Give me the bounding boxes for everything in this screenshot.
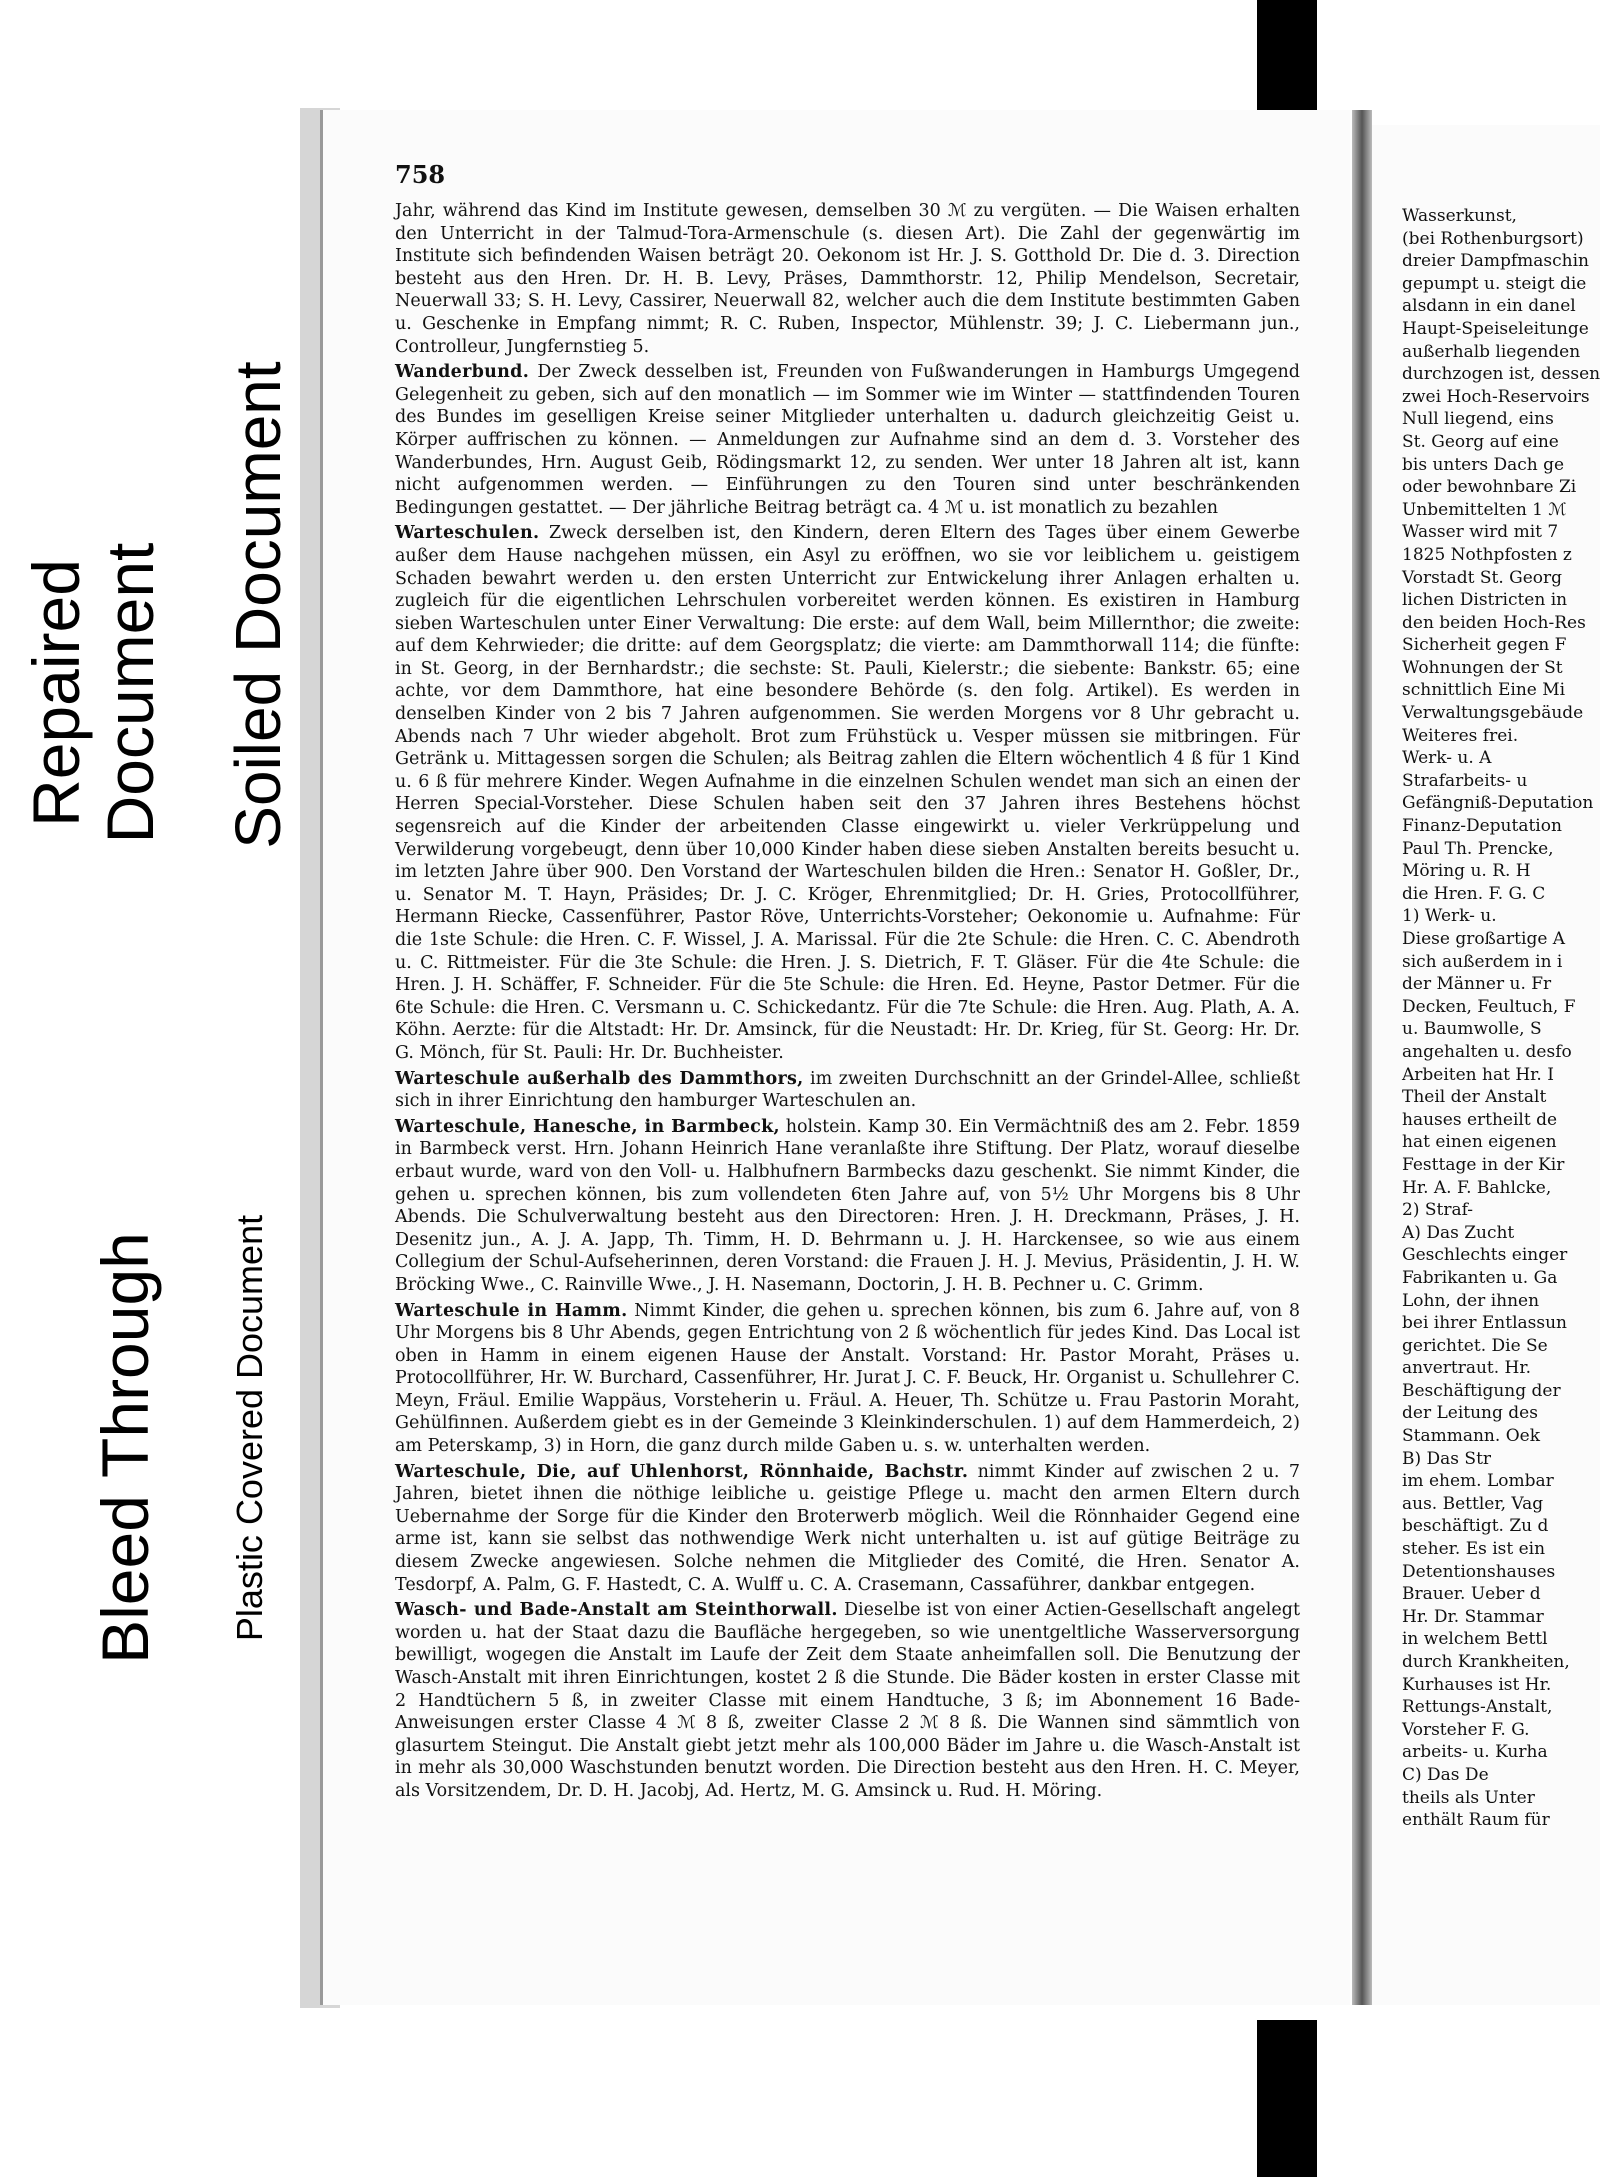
facing-page-line: die Hren. F. G. C — [1402, 883, 1546, 904]
plastic-covered-document-label: Plastic Covered Document — [205, 1115, 295, 1740]
facing-page-line: in welchem Bettl — [1402, 1629, 1548, 1650]
facing-page-line: Decken, Feultuch, F — [1402, 996, 1576, 1017]
page-number: 758 — [395, 160, 446, 189]
facing-page-line: C) Das De — [1402, 1764, 1489, 1785]
facing-page-line: durch Krankheiten, — [1402, 1652, 1570, 1672]
entry-body: Der Zweck desselben ist, Freunden von Fußwanderungen in Hamburgs Umgegend Gelegenheit zu geben, sich auf den monatlich — im Sommer wie im Winter — stattfindenden Touren des Bundes im geselligen Kreise seiner Mitglieder unterhalten u. dadurch gleichzeitig Geist u. Körper auffrischen zu können. — Anmeldungen zur Aufnahme sind an dem d. 3. Vorsteher des Wanderbundes, Hrn. August Geib, Rödingsmarkt 12, zu senden. Wer unter 18 Jahren alt ist, kann nicht aufgenommen werden. — Einführungen zu den Touren sind unter beschränkenden Bedingungen gestattet. — Der jährliche Beitrag beträgt ca. 4 ℳ u. ist monatlich zu bezahlen — [395, 362, 1300, 518]
entry-body: Zweck derselben ist, den Kindern, deren Eltern des Tages über einem Gewerbe außer dem Hause nachgehen müssen, ein Asyl zu eröffnen, wo sie vor leiblichem u. geistigem Schaden bewahrt werden u. den ersten Unterricht zur Entwickelung ihrer Anlagen erhalten u. zugleich für die eigentlichen Lehrschulen vorbereitet werden können. Es existiren in Hamburg sieben Warteschulen unter Einer Verwaltung: Die erste: auf dem Wall, beim Millernthor; die zweite: auf dem Kehrwieder; die dritte: auf dem Georgsplatz; die vierte: am Dammthorwall 114; die fünfte: in St. Georg, in der Bernhardstr.; die sechste: St. Pauli, Kielerstr.; die siebente: Bankstr. 65; eine achte, vor dem Dammthore, hat eine besondere Behörde (s. den folg. Artikel). Es werden in denselben Kinder von 2 bis 7 Jahren aufgenommen. Sie werden Morgens vor 8 Uhr gebracht u. Abends nach 7 Uhr wieder abgeholt. Brot zum Frühstück u. Vesper müssen sie mitbringen. Für Getränk u. Mittagessen sorgen die Schulen; als Beitrag zahlen die Eltern wöchentlich 4 ß für 1 Kind u. 6 ß für mehrere Kinder. Wegen Aufnahme in die einzelnen Schulen wendet man sich an einen der Herren Special-Vorsteher. Diese Schulen haben seit den 37 Jahren ihres Bestehens höchst segensreich auf die Kinder der arbeitenden Classe eingewirkt u. vieler Verkrüppelung und Verwilderung vorgebeugt, denn über 10,000 Kinder haben diese sieben Anstalten bereits besucht u. im letzten Jahre über 900. Den Vorstand der Warteschulen bilden die Hren.: Senator H. Goßler, Dr., u. Senator M. T. Hayn, Präsides; Dr. J. C. Kröger, Ehrenmitglied; Dr. H. Gries, Protocollführer, Hermann Riecke, Cassenführer, Pastor Röve, Unterrichts-Vorsteher; Oekonomie u. Aufnahme: Für die 1ste Schule: die Hren. C. F. Wissel, J. A. Marissal. Für die 2te Schule: die Hren. C. C. Abendroth u. C. Rittmeister. Für die 3te Schule: die Hren. J. S. Dietrich, F. T. Gläser. Für die 4te Schule: die Hren. J. H. Schäffer, F. Schneider. Für die 5te Schule: die Hren. Ed. Heyne, Pastor Detmer. Für die 6te Schule: die Hren. C. Versmann u. C. Schickedantz. Für die 7te Schule: die Hren. Aug. Plath, A. A. Köhn. Aerzte: für die Altstadt: Hr. Dr. Amsinck, für die Neustadt: Hr. Dr. Krieg, für St. Georg: Hr. Dr. G. Mönch, für St. Pauli: Hr. Dr. Buchheister. — [395, 523, 1300, 1063]
entry-heading: Warteschule in Hamm. — [395, 1300, 628, 1321]
facing-page-line: enthält Raum für — [1402, 1810, 1550, 1831]
entry-body: im zweiten Durchschnitt an der Grindel-Allee, schließt sich in ihrer Einrichtung den hamburger Warteschulen an. — [395, 1068, 1300, 1112]
entry-paragraph — [395, 1116, 1300, 1297]
facing-page-line: Brauer. Ueber d — [1402, 1584, 1541, 1605]
facing-page-line: im ehem. Lombar — [1402, 1471, 1554, 1492]
facing-page-line: alsdann in ein danel — [1402, 296, 1576, 317]
entry-paragraph — [395, 1599, 1300, 1802]
facing-page-line: angehalten u. desfo — [1402, 1041, 1572, 1062]
facing-page-line: beschäftigt. Zu d — [1402, 1516, 1549, 1537]
facing-page-line: A) Das Zucht — [1402, 1222, 1515, 1243]
facing-page-line: Stammann. Oek — [1402, 1426, 1540, 1447]
entry-body: Jahr, während das Kind im Institute gewesen, demselben 30 ℳ zu vergüten. — Die Waisen erhalten den Unterricht in der Talmud-Tora-Armenschule (s. diesen Art). Die Zahl der gegenwärtig im Institute sich befindenden Waisen beträgt 20. Oekonom ist Hr. J. S. Gotthold Dr. Die d. 3. Direction besteht aus den Hren. Dr. H. B. Levy, Präses, Dammthorstr. 12, Philip Mendelson, Secretair, Neuerwall 33; S. H. Levy, Cassirer, Neuerwall 82, welcher auch die dem Institute bestimmten Gaben u. Geschenke in Empfang nimmt; R. C. Ruben, Inspector, Mühlenstr. 39; J. C. Liebermann jun., Controlleur, Jungfernstieg 5. — [395, 201, 1300, 357]
entry-heading: Warteschule, Die, auf Uhlenhorst, Rönnhaide, Bachstr. — [395, 1461, 969, 1482]
facing-page-line: Verwaltungsgebäude — [1402, 703, 1584, 724]
facing-page-line: gerichtet. Die Se — [1402, 1335, 1548, 1356]
repaired-document-label — [10, 510, 175, 875]
entry-body: Nimmt Kinder, die gehen u. sprechen können, bis zum 6. Jahre auf, von 8 Uhr Morgens bis 8 Uhr Abends, gegen Entrichtung von 2 ß wöchentlich für jedes Kind. Das Local ist oben in Hamm in einem eigenen Hause der Anstalt. Vorstand: Hr. Pastor Moraht, Präses u. Protocollführer, Hr. W. Burchard, Cassenführer, Hr. Jurat J. C. F. Beuck, Hr. Organist u. Schullehrer C. Meyn, Fräul. Emilie Wappäus, Vorsteherin u. Fräul. A. Heuer, Th. Schütze u. Frau Pastorin Moraht, Gehülfinnen. Außerdem giebt es in der Gemeinde 3 Kleinkinderschulen. 1) auf dem Hammerdeich, 2) am Peterskamp, 3) in Horn, die ganz durch milde Gaben u. s. w. unterhalten werden. — [395, 1300, 1301, 1457]
facing-page-line: Fabrikanten u. Ga — [1402, 1267, 1558, 1288]
entry-heading: Wanderbund. — [395, 362, 530, 383]
facing-page-line: oder bewohnbare Zi — [1402, 477, 1577, 498]
facing-page-line: 1825 Nothpfosten z — [1402, 544, 1572, 565]
facing-page-line: Vorstadt St. Georg — [1402, 567, 1563, 588]
repaired-label-line1: Repaired — [18, 558, 93, 827]
facing-page-line: Haupt-Speiseleitunge — [1402, 318, 1589, 339]
facing-page-line: Rettungs-Anstalt, — [1402, 1697, 1553, 1718]
facing-page-line: hat einen eigenen — [1402, 1132, 1557, 1153]
facing-page-line: der Männer u. Fr — [1402, 974, 1552, 995]
facing-page-line: Arbeiten hat Hr. I — [1402, 1064, 1554, 1085]
facing-page-line: Möring u. R. H — [1402, 861, 1531, 882]
page-text — [395, 200, 1300, 1806]
facing-page-line: 2) Straf- — [1402, 1200, 1474, 1221]
facing-page-line: Hr. Dr. Stammar — [1402, 1606, 1544, 1627]
facing-page-line: den beiden Hoch-Res — [1402, 612, 1586, 633]
facing-page-line: Diese großartige A — [1402, 929, 1566, 949]
facing-page-line: Lohn, der ihnen — [1402, 1290, 1540, 1311]
facing-page-line: schnittlich Eine Mi — [1402, 680, 1566, 701]
facing-page-line: Strafarbeits- u — [1402, 770, 1528, 791]
entry-paragraph — [395, 1300, 1300, 1458]
facing-page-line: Kurhauses ist Hr. — [1402, 1674, 1552, 1695]
facing-page-line: durchzogen ist, dessen — [1402, 364, 1600, 385]
facing-page-line: der Leitung des — [1402, 1403, 1538, 1424]
facing-page-line: Weiteres frei. — [1402, 725, 1519, 746]
entry-paragraph — [395, 1068, 1300, 1113]
soiled-document-label: Soiled Document — [200, 312, 315, 897]
facing-page-line: Sicherheit gegen F — [1402, 635, 1567, 656]
facing-page-line: 1) Werk- u. — [1402, 906, 1497, 927]
facing-page-line: Paul Th. Prencke, — [1402, 838, 1554, 859]
facing-page-column — [1402, 205, 1600, 1832]
entry-paragraph — [395, 522, 1300, 1064]
facing-page-line: Geschlechts einger — [1402, 1245, 1568, 1266]
facing-page-line: Beschäftigung der — [1402, 1380, 1561, 1401]
facing-page-line: (bei Rothenburgsort) — [1402, 228, 1584, 249]
facing-page-line: bei ihrer Entlassun — [1402, 1313, 1567, 1334]
entry-body: Dieselbe ist von einer Actien-Gesellschaft angelegt worden u. hat der Staat dazu die Baufläche hergegeben, so wie unentgeltliche Wasserversorgung bewilligt, wogegen die Anstalt im Laufe der Zeit dem Staate anheimfallen soll. Die Benutzung der Wasch-Anstalt mit ihren Einrichtungen, kostet 2 ß die Stunde. Die Bäder kosten in erster Classe mit 2 Handtüchern 5 ß, in zweiter Classe mit einem Handtuche, 3 ß; im Abonnement 16 Bade-Anweisungen erster Classe 4 ℳ 8 ß, zweiter Classe 2 ℳ 8 ß. Die Wannen sind sämmtlich von glasurtem Steingut. Die Anstalt giebt jetzt mehr als 100,000 Bäder im Jahre u. die Wasch-Anstalt ist in mehr als 30,000 Waschstunden benutzt worden. Die Direction besteht aus den Hren. H. C. Meyer, als Vorsitzendem, Dr. D. H. Jacobj, Ad. Hertz, M. G. Amsinck u. Rud. H. Möring. — [395, 1600, 1300, 1801]
binding-strip-top — [1257, 0, 1317, 120]
book-page-right — [1372, 125, 1600, 2005]
facing-page-line: aus. Bettler, Vag — [1402, 1493, 1544, 1514]
entry-heading: Warteschule, Hanesche, in Barmbeck, — [395, 1116, 780, 1137]
entry-paragraph — [395, 1461, 1300, 1597]
facing-page-line: Detentionshauses — [1402, 1561, 1556, 1582]
entry-body: holstein. Kamp 30. Ein Vermächtniß des am 2. Febr. 1859 in Barmbeck verst. Hrn. Johann Heinrich Hane veranlaßte ihre Stiftung. Der Platz, worauf dieselbe erbaut wurde, ward von den Voll- u. Halbhufnern Barmbecks dazu geschenkt. Sie nimmt Kinder, die gehen u. sprechen können, bis zum vollendeten 6ten Jahre auf, von 5½ Uhr Morgens bis 8 Uhr Abends. Die Schulverwaltung besteht aus den Directoren: Hren. J. H. Dreckmann, Präses, J. H. Desenitz jun., A. J. A. Japp, Th. Timm, H. D. Behrmann u. J. H. Harckensee, so wie aus einem Collegium der Schul-Aufseherinnen, deren Vorstand: die Frauen J. H. J. Mevius, Präsidentin, J. H. W. Bröcking Wwe., C. Rainville Wwe., J. H. Nasemann, Doctorin, J. H. B. Pechner u. C. Grimm. — [395, 1116, 1300, 1295]
facing-page-line: sich außerdem in i — [1402, 951, 1563, 972]
facing-page-line: theils als Unter — [1402, 1787, 1535, 1808]
facing-page-line: Theil der Anstalt — [1402, 1087, 1547, 1108]
book-gutter — [1352, 110, 1372, 2005]
facing-page-line: Gefängniß-Deputation — [1402, 793, 1594, 814]
facing-page-line: Festtage in der Kir — [1402, 1154, 1565, 1175]
facing-page-line: steher. Es ist ein — [1402, 1539, 1546, 1560]
facing-page-line: Hr. A. F. Bahlcke, — [1402, 1177, 1552, 1198]
facing-page-line: Vorsteher F. G. — [1402, 1719, 1530, 1740]
facing-page-line: Werk- u. A — [1402, 748, 1492, 769]
facing-page-line: zwei Hoch-Reservoirs — [1402, 386, 1590, 407]
facing-page-line: bis unters Dach ge — [1402, 454, 1565, 475]
facing-page-line: Wasserkunst, — [1402, 206, 1517, 226]
entry-heading: Warteschule außerhalb des Dammthors, — [395, 1068, 804, 1089]
bleed-through-label: Bleed Through — [60, 1165, 190, 1730]
entry-paragraph — [395, 200, 1300, 358]
facing-page-line: gepumpt u. steigt die — [1402, 273, 1587, 294]
facing-page-line: Wasser wird mit 7 — [1402, 522, 1559, 543]
entry-paragraph — [395, 361, 1300, 519]
facing-page-line: dreier Dampfmaschin — [1402, 251, 1589, 272]
facing-page-line: B) Das Str — [1402, 1448, 1492, 1469]
facing-page-line: Finanz-Deputation — [1402, 816, 1562, 837]
facing-page-line: Unbemittelten 1 ℳ — [1402, 499, 1567, 520]
facing-page-line: lichen Districten in — [1402, 590, 1568, 611]
facing-page-line: Wohnungen der St — [1402, 657, 1563, 678]
facing-page-line: außerhalb liegenden — [1402, 341, 1581, 362]
facing-page-line: St. Georg auf eine — [1402, 431, 1559, 452]
facing-page-line: u. Baumwolle, S — [1402, 1019, 1542, 1040]
entry-heading: Warteschulen. — [395, 523, 540, 544]
entry-heading: Wasch- und Bade-Anstalt am Steinthorwall. — [395, 1600, 838, 1621]
facing-page-line: arbeits- u. Kurha — [1402, 1742, 1548, 1763]
repaired-label-line2: Document — [92, 542, 167, 843]
facing-page-line: anvertraut. Hr. — [1402, 1358, 1532, 1379]
facing-page-line: Null liegend, eins — [1402, 409, 1554, 430]
binding-strip-bottom — [1257, 2020, 1317, 2177]
facing-page-line: hauses ertheilt de — [1402, 1109, 1558, 1130]
entry-body: nimmt Kinder auf zwischen 2 u. 7 Jahren, bietet ihnen die nöthige leibliche u. geistige Pflege u. macht den armen Eltern durch Uebernahme der Sorge für die Kinder den Broterwerb möglich. Weil die Rönnhaider Gegend eine arme ist, kann sie selbst das nothwendige Werk nicht unterhalten u. ist auf gütige Beiträge zu diesem Zwecke angewiesen. Solche nehmen die Mitglieder des Comité, die Hren. Senator A. Tesdorpf, A. Palm, G. F. Hastedt, C. A. Wulff u. C. A. Crasemann, Cassaführer, dankbar entgegen. — [395, 1461, 1300, 1595]
